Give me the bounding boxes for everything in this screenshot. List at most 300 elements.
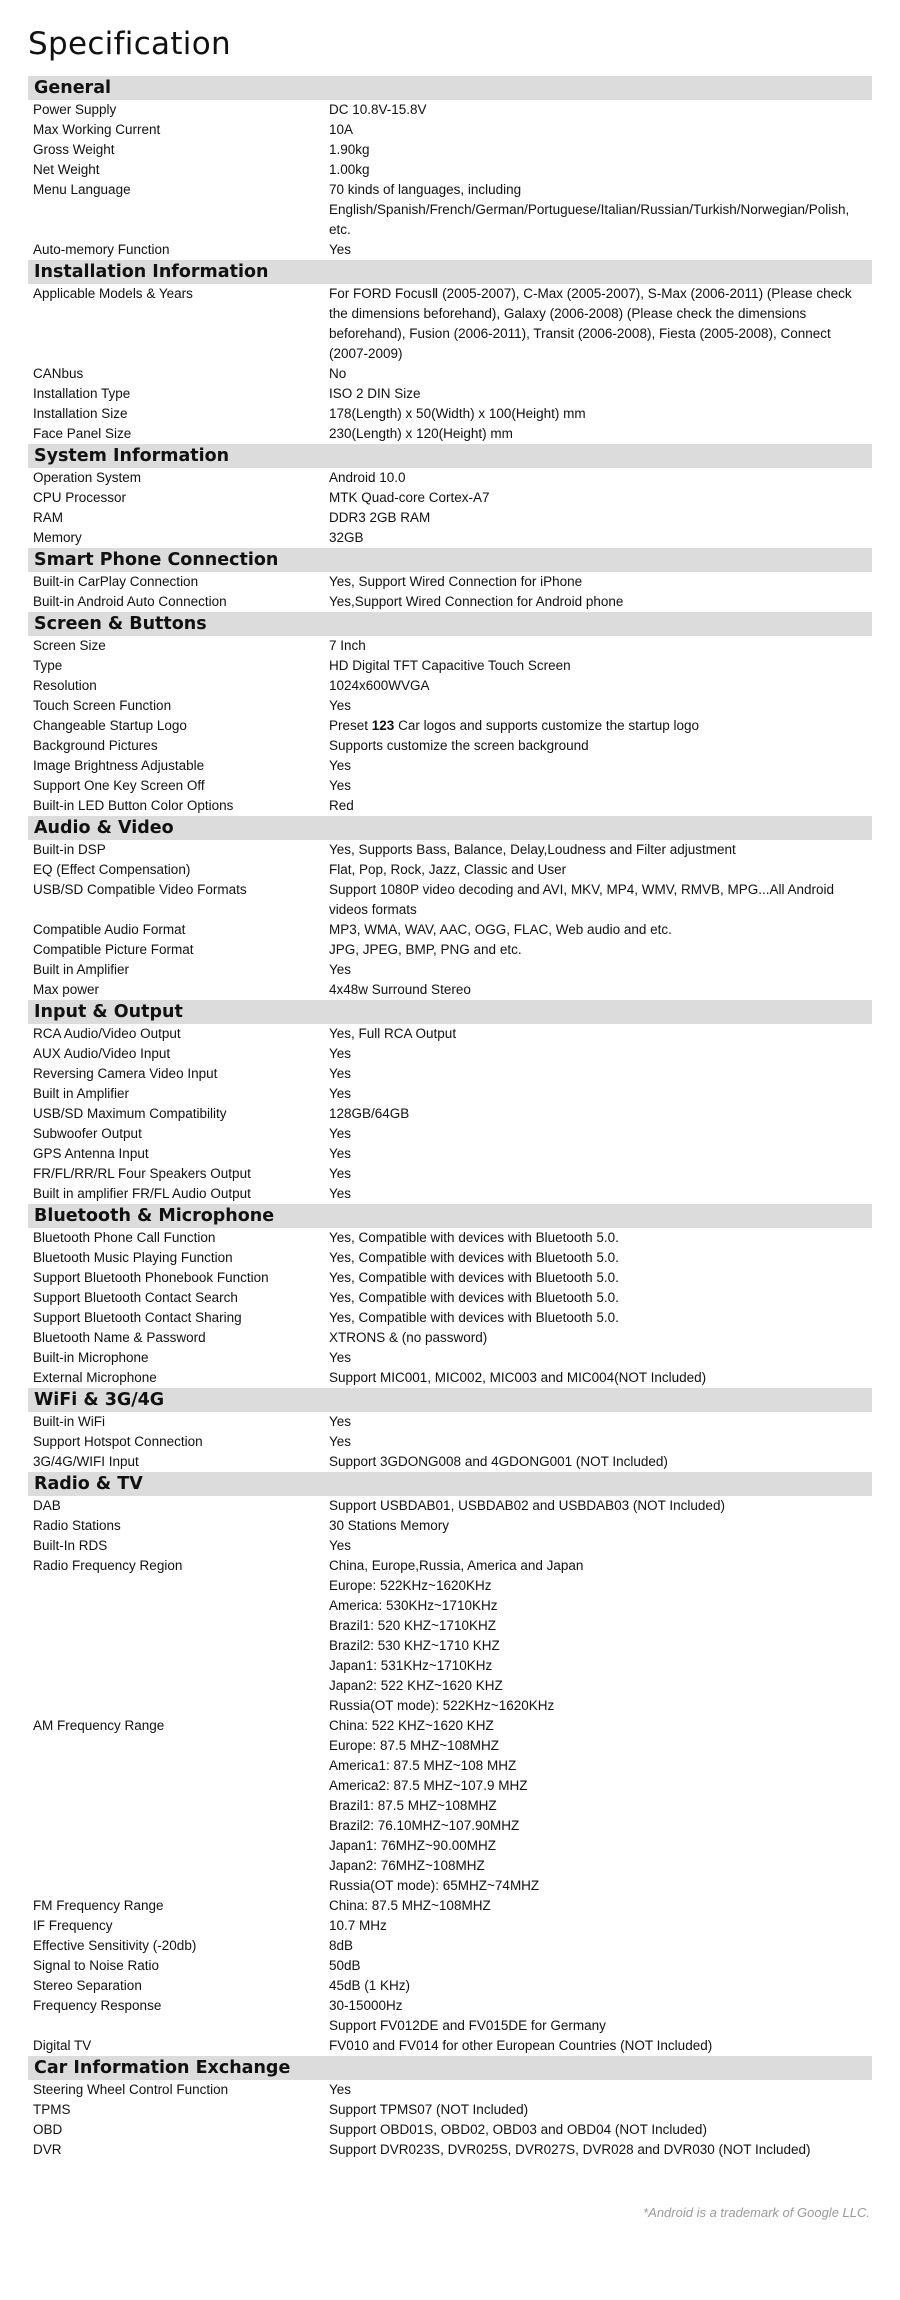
spec-value (329, 1124, 872, 1144)
spec-value-line: Yes (329, 1350, 352, 1365)
spec-row (28, 1716, 872, 1896)
spec-value (329, 636, 872, 656)
spec-value-line: beforehand), Fusion (2006-2011), Transit (2006-2008), Fiesta (2005-2008), Connect (329, 326, 831, 341)
spec-label: Support Bluetooth Phonebook Function (33, 1270, 269, 1285)
spec-value-line: 45dB (1 KHz) (329, 1978, 411, 1993)
spec-value-line: 32GB (329, 530, 364, 545)
spec-label: Image Brightness Adjustable (33, 758, 205, 773)
spec-row (28, 2016, 872, 2036)
spec-row (28, 1368, 872, 1388)
spec-row (28, 1308, 872, 1328)
spec-label: Steering Wheel Control Function (33, 2082, 229, 2097)
spec-label: IF Frequency (33, 1918, 113, 1933)
spec-value-line: Russia(OT mode): 65MHZ~74MHZ (329, 1878, 540, 1893)
spec-label: Built-in LED Button Color Options (33, 798, 234, 813)
spec-label: Touch Screen Function (33, 698, 172, 713)
spec-row (28, 756, 872, 776)
spec-value (329, 1516, 872, 1536)
spec-value (329, 1288, 872, 1308)
spec-row (28, 1228, 872, 1248)
spec-label: Compatible Audio Format (33, 922, 186, 937)
spec-label: Effective Sensitivity (-20db) (33, 1938, 197, 1953)
spec-row (28, 424, 872, 444)
spec-row (28, 1556, 872, 1576)
spec-row (28, 1124, 872, 1144)
spec-value-line: MTK Quad-core Cortex-A7 (329, 490, 490, 505)
spec-label: RAM (33, 510, 63, 525)
section-header: Car Information Exchange (28, 2056, 872, 2080)
spec-label: Support One Key Screen Off (33, 778, 205, 793)
spec-value-line: 230(Length) x 120(Height) mm (329, 426, 513, 441)
spec-value-line: FV010 and FV014 for other European Countries (NOT Included) (329, 2038, 713, 2053)
spec-value (329, 716, 872, 736)
spec-value-line: Yes (329, 962, 352, 977)
spec-value-line: America: 530KHz~1710KHz (329, 1598, 498, 1613)
spec-value (329, 384, 872, 404)
spec-value-line: videos formats (329, 902, 417, 917)
spec-value (329, 284, 872, 364)
spec-row (28, 1956, 872, 1976)
spec-value-line: Yes (329, 758, 352, 773)
spec-label: Background Pictures (33, 738, 158, 753)
spec-label: Built-in DSP (33, 842, 106, 857)
spec-value-line: Yes, Compatible with devices with Bluetooth 5.0. (329, 1250, 619, 1265)
spec-value-line: English/Spanish/French/German/Portuguese/Italian/Russian/Turkish/Norwegian/Polish, (329, 202, 850, 217)
spec-value-line: 30 Stations Memory (329, 1518, 450, 1533)
spec-label: Net Weight (33, 162, 100, 177)
spec-value-line: Europe: 87.5 MHZ~108MHZ (329, 1738, 499, 1753)
spec-value (329, 1576, 872, 1716)
spec-row (28, 468, 872, 488)
spec-row (28, 1248, 872, 1268)
spec-value-line: DDR3 2GB RAM (329, 510, 431, 525)
spec-value (329, 776, 872, 796)
spec-label: Installation Size (33, 406, 128, 421)
spec-label: Support Bluetooth Contact Search (33, 1290, 238, 1305)
spec-label: Frequency Response (33, 1998, 162, 2013)
spec-value-line: 30-15000Hz (329, 1998, 403, 2013)
spec-value (329, 940, 872, 960)
spec-value (329, 860, 872, 880)
page-title: Specification (28, 26, 231, 62)
spec-value (329, 840, 872, 860)
spec-value-line: Support DVR023S, DVR025S, DVR027S, DVR028 and DVR030 (NOT Included) (329, 2142, 811, 2157)
spec-row (28, 160, 872, 180)
spec-value (329, 1268, 872, 1288)
spec-row (28, 284, 872, 364)
spec-value-line: Yes, Compatible with devices with Bluetooth 5.0. (329, 1270, 619, 1285)
spec-label: Applicable Models & Years (33, 286, 193, 301)
spec-value (329, 1164, 872, 1184)
spec-row (28, 2120, 872, 2140)
spec-value-line: MP3, WMA, WAV, AAC, OGG, FLAC, Web audio and etc. (329, 922, 672, 937)
spec-label: Stereo Separation (33, 1978, 142, 1993)
spec-row (28, 676, 872, 696)
spec-label: DVR (33, 2142, 62, 2157)
spec-row (28, 1144, 872, 1164)
spec-row (28, 1916, 872, 1936)
section-header: Bluetooth & Microphone (28, 1204, 872, 1228)
spec-value-line: ISO 2 DIN Size (329, 386, 421, 401)
spec-value (329, 1228, 872, 1248)
spec-row (28, 1184, 872, 1204)
spec-value-line: China: 522 KHZ~1620 KHZ (329, 1718, 494, 1733)
spec-value (329, 1144, 872, 1164)
spec-value (329, 960, 872, 980)
spec-label: Gross Weight (33, 142, 115, 157)
spec-row (28, 1104, 872, 1124)
spec-label: Built in Amplifier (33, 962, 130, 977)
spec-value-line: 1.90kg (329, 142, 370, 157)
spec-value (329, 1368, 872, 1388)
spec-label: USB/SD Maximum Compatibility (33, 1106, 227, 1121)
spec-value-line: 4x48w Surround Stereo (329, 982, 471, 997)
spec-value-line: Yes, Supports Bass, Balance, Delay,Loudness and Filter adjustment (329, 842, 736, 857)
spec-label: Built-in Microphone (33, 1350, 149, 1365)
spec-value-line: Flat, Pop, Rock, Jazz, Classic and User (329, 862, 567, 877)
spec-label: Max power (33, 982, 100, 997)
spec-row (28, 120, 872, 140)
spec-label: Max Working Current (33, 122, 161, 137)
spec-value (329, 1064, 872, 1084)
spec-value-line: Yes (329, 1086, 352, 1101)
spec-value-line: Yes, Compatible with devices with Bluetooth 5.0. (329, 1230, 619, 1245)
spec-value-line: Japan2: 76MHZ~108MHZ (329, 1858, 485, 1873)
spec-value-line: (2007-2009) (329, 346, 403, 361)
spec-row (28, 2100, 872, 2120)
spec-row (28, 716, 872, 736)
spec-label: AM Frequency Range (33, 1718, 165, 1733)
spec-value-line: JPG, JPEG, BMP, PNG and etc. (329, 942, 522, 957)
spec-row (28, 1576, 872, 1716)
spec-value-line: Support TPMS07 (NOT Included) (329, 2102, 529, 2117)
spec-value (329, 676, 872, 696)
spec-label: Built-in CarPlay Connection (33, 574, 199, 589)
spec-label: Subwoofer Output (33, 1126, 142, 1141)
spec-row (28, 736, 872, 756)
spec-label: EQ (Effect Compensation) (33, 862, 191, 877)
spec-row (28, 384, 872, 404)
spec-value (329, 1452, 872, 1472)
spec-value (329, 1896, 872, 1916)
spec-label: Built-in Android Auto Connection (33, 594, 227, 609)
spec-row (28, 656, 872, 676)
spec-value-line: Support 3GDONG008 and 4GDONG001 (NOT Included) (329, 1454, 668, 1469)
spec-value (329, 140, 872, 160)
spec-row (28, 240, 872, 260)
spec-label: Built-In RDS (33, 1538, 108, 1553)
spec-value-line: Yes, Support Wired Connection for iPhone (329, 574, 583, 589)
section-header: General (28, 76, 872, 100)
spec-value (329, 920, 872, 940)
spec-value-line: 8dB (329, 1938, 354, 1953)
spec-value (329, 2036, 872, 2056)
spec-label: DAB (33, 1498, 61, 1513)
spec-label: Bluetooth Phone Call Function (33, 1230, 216, 1245)
spec-row (28, 1288, 872, 1308)
spec-value-line: No (329, 366, 347, 381)
spec-row (28, 1996, 872, 2016)
spec-row (28, 2036, 872, 2056)
spec-value (329, 1348, 872, 1368)
spec-value (329, 2016, 872, 2036)
spec-row (28, 1536, 872, 1556)
spec-value (329, 980, 872, 1000)
spec-value-line: 50dB (329, 1958, 361, 1973)
spec-row (28, 796, 872, 816)
section-header: Smart Phone Connection (28, 548, 872, 572)
spec-value (329, 1412, 872, 1432)
spec-row (28, 940, 872, 960)
spec-label: FM Frequency Range (33, 1898, 164, 1913)
spec-sections (28, 76, 872, 2160)
spec-value-line: XTRONS & (no password) (329, 1330, 488, 1345)
spec-value (329, 2140, 872, 2160)
spec-value-line: Yes (329, 778, 352, 793)
spec-value (329, 572, 872, 592)
spec-value-line: Russia(OT mode): 522KHz~1620KHz (329, 1698, 555, 1713)
spec-row (28, 364, 872, 384)
spec-value-line: Support MIC001, MIC002, MIC003 and MIC004(NOT Included) (329, 1370, 707, 1385)
spec-value (329, 1084, 872, 1104)
spec-row (28, 180, 872, 240)
spec-value (329, 1996, 872, 2016)
spec-label: Bluetooth Music Playing Function (33, 1250, 233, 1265)
spec-value (329, 468, 872, 488)
spec-row (28, 488, 872, 508)
spec-row (28, 1896, 872, 1916)
spec-row (28, 1164, 872, 1184)
spec-row (28, 140, 872, 160)
spec-label: Changeable Startup Logo (33, 718, 187, 733)
spec-label: USB/SD Compatible Video Formats (33, 882, 247, 897)
spec-value-line: 128GB/64GB (329, 1106, 410, 1121)
spec-value-line: Brazil2: 76.10MHZ~107.90MHZ (329, 1818, 520, 1833)
spec-value-line: Support FV012DE and FV015DE for Germany (329, 2018, 606, 2033)
spec-row (28, 1516, 872, 1536)
spec-row (28, 880, 872, 920)
spec-value (329, 2080, 872, 2100)
spec-value (329, 880, 872, 920)
spec-value-line: DC 10.8V-15.8V (329, 102, 427, 117)
spec-label: Menu Language (33, 182, 131, 197)
spec-value-line: Yes,Support Wired Connection for Android phone (329, 594, 624, 609)
spec-label: Power Supply (33, 102, 117, 117)
spec-value-line: Yes (329, 1414, 352, 1429)
spec-value (329, 160, 872, 180)
spec-value-line: America2: 87.5 MHZ~107.9 MHZ (329, 1778, 528, 1793)
spec-label: Signal to Noise Ratio (33, 1958, 160, 1973)
section-header: Input & Output (28, 1000, 872, 1024)
spec-row (28, 508, 872, 528)
spec-value-line: 178(Length) x 50(Width) x 100(Height) mm (329, 406, 586, 421)
spec-value-line: Support USBDAB01, USBDAB02 and USBDAB03 (NOT Included) (329, 1498, 725, 1513)
spec-label: CPU Processor (33, 490, 127, 505)
spec-label: Built in amplifier FR/FL Audio Output (33, 1186, 251, 1201)
spec-value (329, 424, 872, 444)
spec-value-line: Yes, Compatible with devices with Bluetooth 5.0. (329, 1310, 619, 1325)
spec-row (28, 1452, 872, 1472)
spec-value-line: 70 kinds of languages, including (329, 182, 522, 197)
spec-label: 3G/4G/WIFI Input (33, 1454, 139, 1469)
spec-row (28, 960, 872, 980)
spec-row (28, 1044, 872, 1064)
spec-label: External Microphone (33, 1370, 157, 1385)
spec-label: TPMS (33, 2102, 71, 2117)
spec-value-line: Japan1: 531KHz~1710KHz (329, 1658, 493, 1673)
spec-label: Support Hotspot Connection (33, 1434, 203, 1449)
spec-label: Face Panel Size (33, 426, 132, 441)
spec-label: Type (33, 658, 63, 673)
spec-label: Built in Amplifier (33, 1086, 130, 1101)
spec-row (28, 696, 872, 716)
spec-value-line: Support OBD01S, OBD02, OBD03 and OBD04 (NOT Included) (329, 2122, 707, 2137)
spec-value-line: Japan2: 522 KHZ~1620 KHZ (329, 1678, 503, 1693)
spec-label: Support Bluetooth Contact Sharing (33, 1310, 242, 1325)
spec-value (329, 508, 872, 528)
spec-value (329, 1044, 872, 1064)
spec-value (329, 756, 872, 776)
spec-label: RCA Audio/Video Output (33, 1026, 181, 1041)
spec-value (329, 1184, 872, 1204)
spec-value-line: 7 Inch (329, 638, 366, 653)
spec-value (329, 736, 872, 756)
spec-value (329, 1308, 872, 1328)
spec-row (28, 636, 872, 656)
spec-value (329, 1248, 872, 1268)
spec-row (28, 980, 872, 1000)
spec-label: Reversing Camera Video Input (33, 1066, 218, 1081)
spec-row (28, 1064, 872, 1084)
spec-value-line: Brazil1: 520 KHZ~1710KHZ (329, 1618, 496, 1633)
spec-row (28, 1432, 872, 1452)
spec-value-line: America1: 87.5 MHZ~108 MHZ (329, 1758, 517, 1773)
spec-row (28, 860, 872, 880)
spec-value (329, 240, 872, 260)
spec-row (28, 572, 872, 592)
spec-row (28, 1976, 872, 1996)
section-header: Screen & Buttons (28, 612, 872, 636)
spec-value-line: Yes (329, 1166, 352, 1181)
spec-row (28, 920, 872, 940)
spec-value-line: Yes (329, 2082, 352, 2097)
spec-value-line: Yes (329, 1434, 352, 1449)
spec-label: Radio Stations (33, 1518, 121, 1533)
spec-value (329, 1976, 872, 1996)
spec-label: FR/FL/RR/RL Four Speakers Output (33, 1166, 251, 1181)
spec-value (329, 404, 872, 424)
spec-label: Installation Type (33, 386, 131, 401)
section-header: Installation Information (28, 260, 872, 284)
spec-value (329, 1936, 872, 1956)
spec-value (329, 100, 872, 120)
spec-row (28, 1348, 872, 1368)
spec-value-line: Yes (329, 1186, 352, 1201)
spec-row (28, 1328, 872, 1348)
spec-value (329, 528, 872, 548)
spec-row (28, 404, 872, 424)
spec-label: Bluetooth Name & Password (33, 1330, 206, 1345)
spec-value-line: Yes (329, 1046, 352, 1061)
spec-value-line: Brazil1: 87.5 MHZ~108MHZ (329, 1798, 497, 1813)
spec-label: Radio Frequency Region (33, 1558, 183, 1573)
spec-value-line: China, Europe,Russia, America and Japan (329, 1558, 584, 1573)
spec-value-line: etc. (329, 222, 351, 237)
spec-value-line: Yes (329, 698, 352, 713)
spec-value (329, 1432, 872, 1452)
spec-value-line: Android 10.0 (329, 470, 406, 485)
spec-value (329, 796, 872, 816)
spec-row (28, 1936, 872, 1956)
spec-value (329, 2120, 872, 2140)
spec-value (329, 1104, 872, 1124)
spec-value-line: For FORD FocusⅡ (2005-2007), C-Max (2005-2007), S-Max (2006-2011) (Please check (329, 286, 852, 301)
spec-value (329, 1916, 872, 1936)
section-header: WiFi & 3G/4G (28, 1388, 872, 1412)
spec-value (329, 1536, 872, 1556)
spec-value (329, 1956, 872, 1976)
spec-value-line: China: 87.5 MHZ~108MHZ (329, 1898, 491, 1913)
spec-value (329, 488, 872, 508)
section-header: Audio & Video (28, 816, 872, 840)
spec-label: Memory (33, 530, 82, 545)
spec-label: Resolution (33, 678, 97, 693)
spec-row (28, 840, 872, 860)
spec-label: Screen Size (33, 638, 106, 653)
spec-value-line: Yes, Full RCA Output (329, 1026, 457, 1041)
spec-value-line: Europe: 522KHz~1620KHz (329, 1578, 492, 1593)
spec-value (329, 2100, 872, 2120)
spec-label: OBD (33, 2122, 63, 2137)
spec-row (28, 1268, 872, 1288)
spec-row (28, 1084, 872, 1104)
spec-label: Digital TV (33, 2038, 92, 2053)
spec-label: Compatible Picture Format (33, 942, 194, 957)
spec-value-line: Yes (329, 242, 352, 257)
spec-label: AUX Audio/Video Input (33, 1046, 171, 1061)
spec-value-line: 10.7 MHz (329, 1918, 387, 1933)
spec-value (329, 656, 872, 676)
spec-value-line: Support 1080P video decoding and AVI, MKV, MP4, WMV, RMVB, MPG...All Android (329, 882, 835, 897)
spec-label: GPS Antenna Input (33, 1146, 149, 1161)
spec-value-line: Yes, Compatible with devices with Bluetooth 5.0. (329, 1290, 619, 1305)
spec-value (329, 1496, 872, 1516)
spec-value-line: Preset 123 Car logos and supports customize the startup logo (329, 718, 699, 733)
trademark-footnote: *Android is a trademark of Google LLC. (643, 2205, 870, 2220)
spec-row (28, 1024, 872, 1044)
spec-value-line: Yes (329, 1066, 352, 1081)
spec-row (28, 1496, 872, 1516)
spec-value (329, 120, 872, 140)
spec-value (329, 1328, 872, 1348)
spec-row (28, 1412, 872, 1432)
spec-row (28, 2140, 872, 2160)
spec-value (329, 180, 872, 240)
spec-value-line: Supports customize the screen background (329, 738, 589, 753)
spec-value-line: 10A (329, 122, 354, 137)
spec-row (28, 528, 872, 548)
spec-value-line: Brazil2: 530 KHZ~1710 KHZ (329, 1638, 500, 1653)
spec-value (329, 1556, 872, 1576)
spec-label: Operation System (33, 470, 142, 485)
spec-value (329, 364, 872, 384)
spec-value (329, 1716, 872, 1896)
spec-value-line: 1.00kg (329, 162, 370, 177)
spec-value (329, 1024, 872, 1044)
spec-value-line: Yes (329, 1146, 352, 1161)
section-header: Radio & TV (28, 1472, 872, 1496)
spec-row (28, 100, 872, 120)
